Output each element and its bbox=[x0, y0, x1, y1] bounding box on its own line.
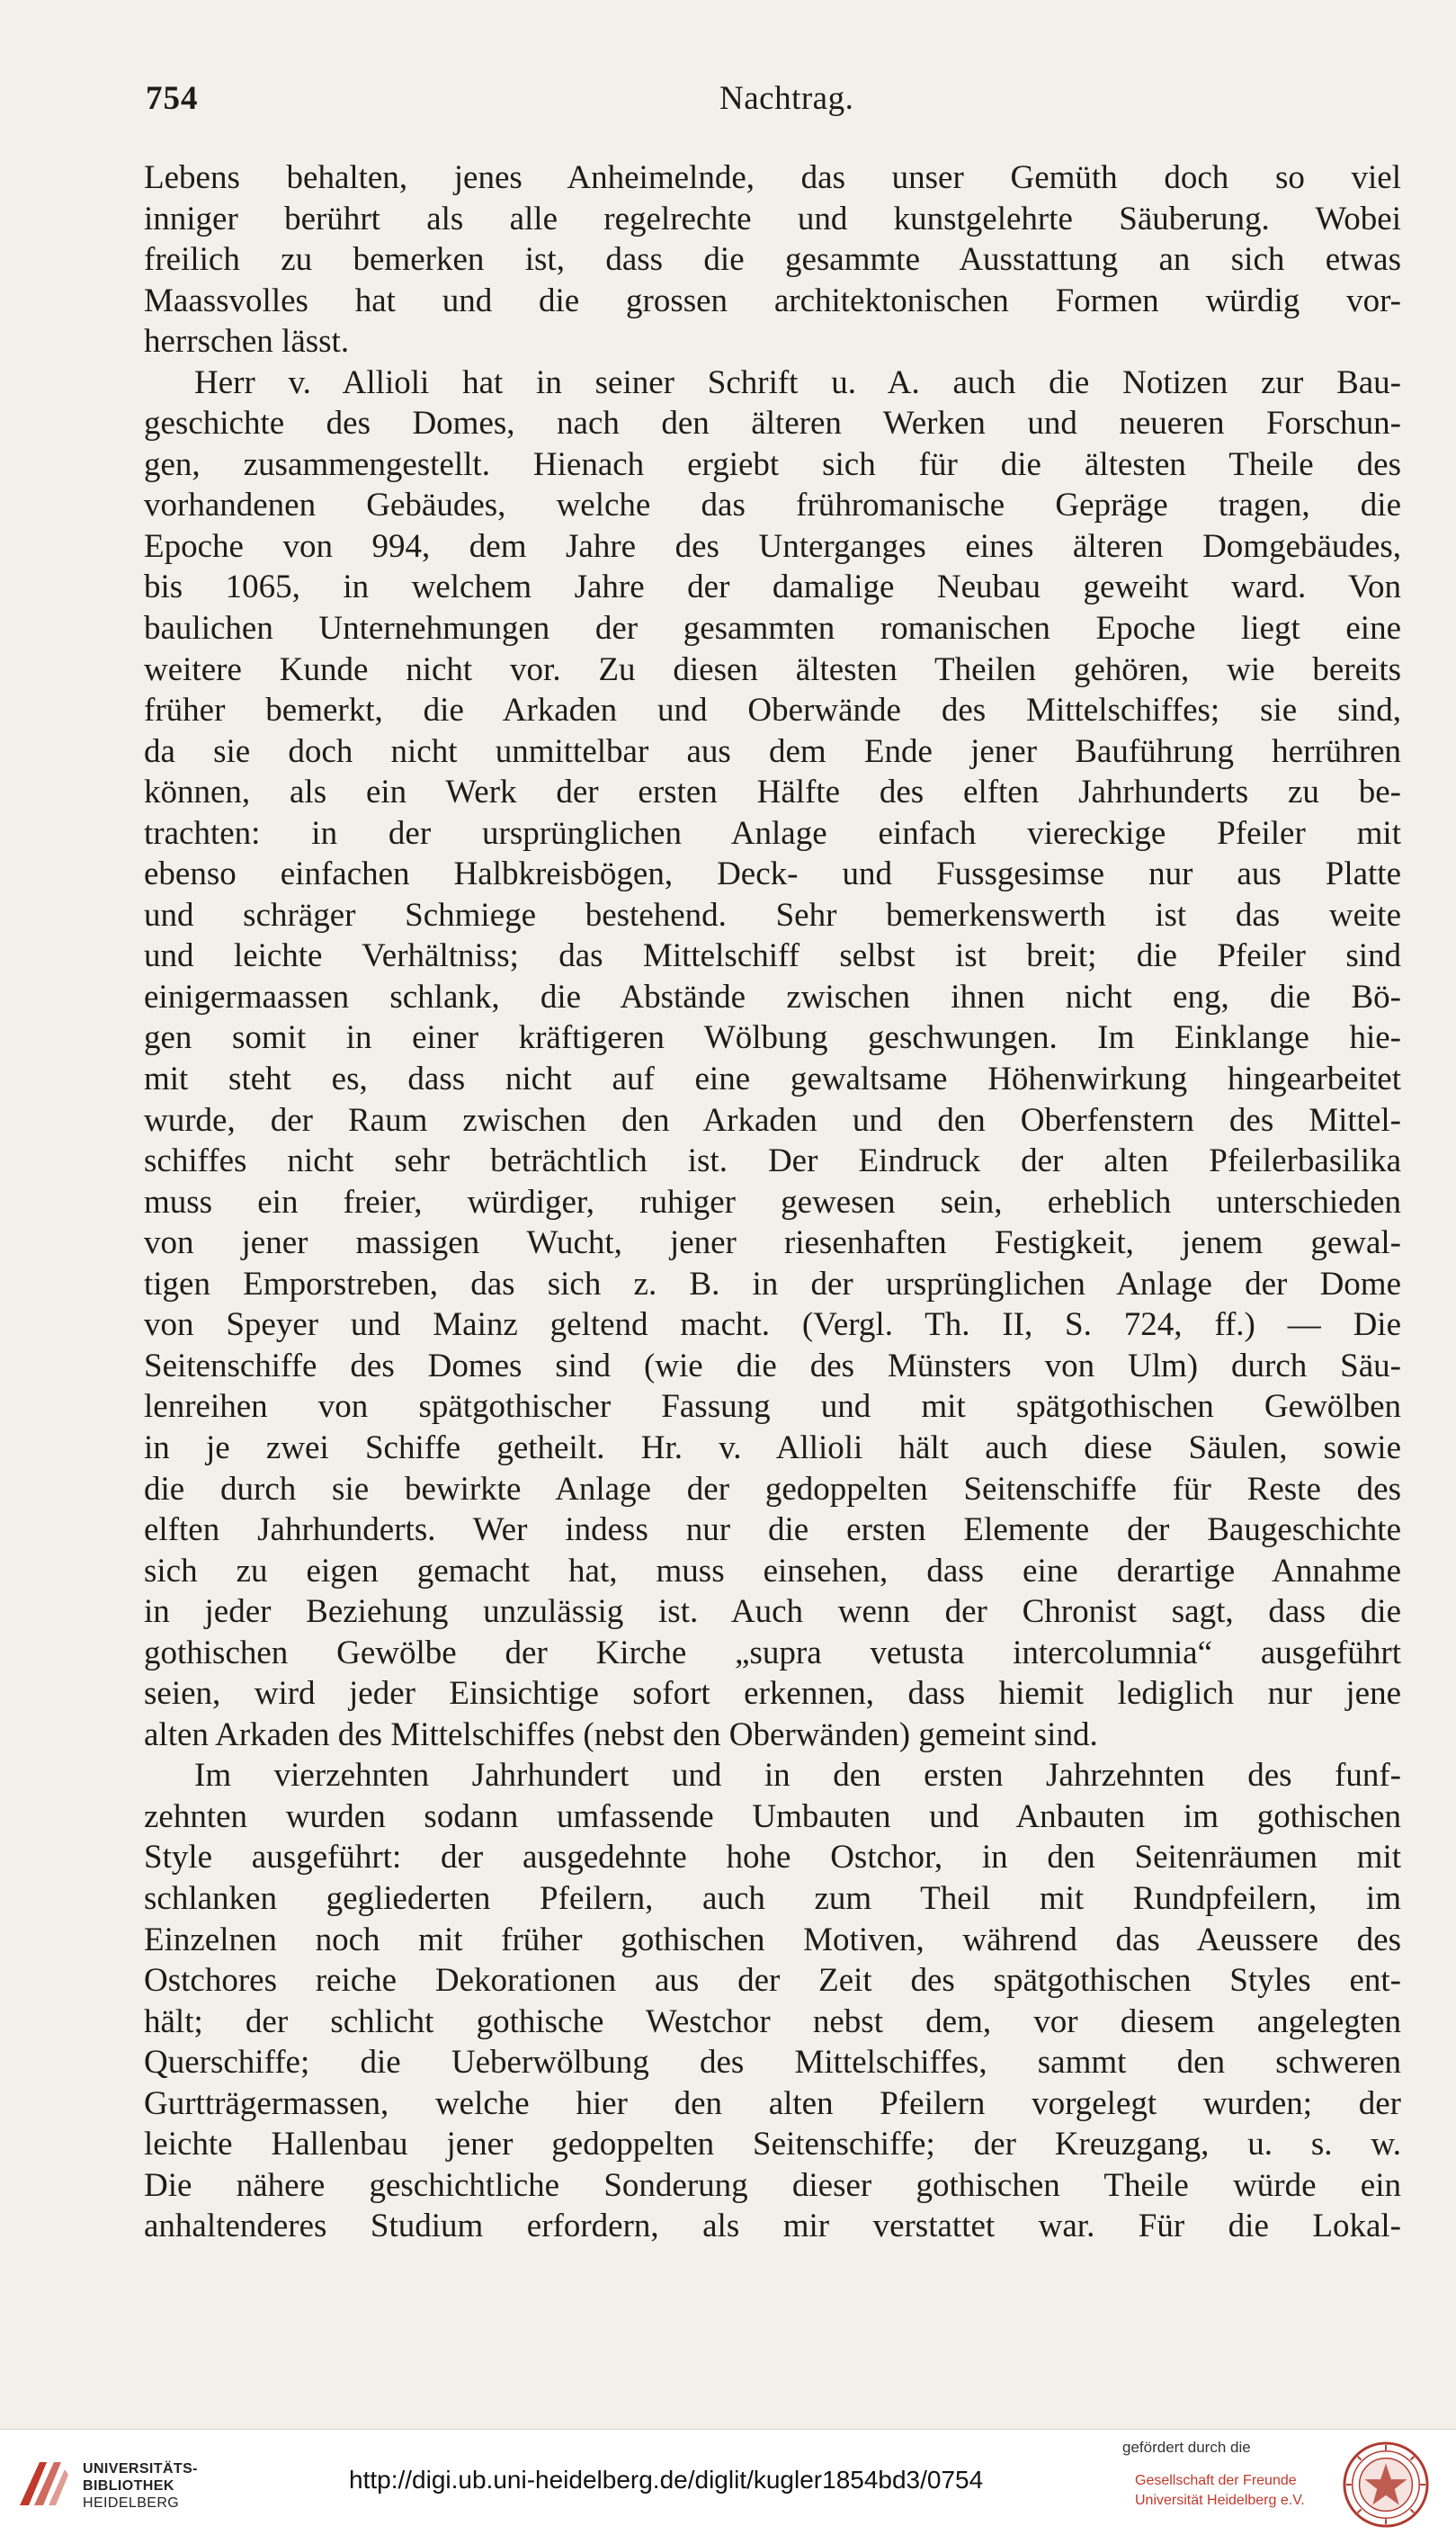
text-line: lenreihen von spätgothischer Fassung und mit spätgothischen Gewölben bbox=[144, 1388, 1401, 1426]
text-line: sich zu eigen gemacht hat, muss einsehen, dass eine derartige Annahme bbox=[144, 1552, 1401, 1590]
permalink-url[interactable]: http://digi.ub.uni-heidelberg.de/diglit/kugler1854bd3/0754 bbox=[349, 2466, 984, 2494]
text-line: mit steht es, dass nicht auf eine gewaltsame Höhenwirkung hingearbeitet bbox=[144, 1061, 1401, 1098]
text-line: geschichte des Domes, nach den älteren Werken und neueren Forschun- bbox=[144, 405, 1401, 443]
text-line: schlanken gegliederten Pfeilern, auch zum Theil mit Rundpfeilern, im bbox=[144, 1879, 1401, 1917]
page-header bbox=[146, 79, 1405, 133]
library-name-line: BIBLIOTHEK bbox=[83, 2478, 174, 2494]
text-line: einigermaassen schlank, die Abstände zwischen ihnen nicht eng, die Bö- bbox=[144, 978, 1401, 1016]
university-seal-icon bbox=[1342, 2441, 1430, 2529]
text-line: vorhandenen Gebäudes, welche das frühromanische Gepräge tragen, die bbox=[144, 487, 1401, 524]
text-line: alten Arkaden des Mittelschiffes (nebst den Oberwänden) gemeint sind. bbox=[144, 1715, 1098, 1753]
library-logo-icon bbox=[13, 2453, 74, 2514]
text-line: gen somit in einer kräftigeren Wölbung geschwungen. Im Einklange hie- bbox=[144, 1019, 1401, 1057]
text-line: die durch sie bewirkte Anlage der gedoppelten Seitenschiffe für Reste des bbox=[144, 1470, 1401, 1508]
text-line: und schräger Schmiege bestehend. Sehr bemerkenswerth ist das weite bbox=[144, 896, 1401, 934]
text-line: früher bemerkt, die Arkaden und Oberwände des Mittelschiffes; sie sind, bbox=[144, 692, 1401, 730]
library-name-line: HEIDELBERG bbox=[83, 2495, 180, 2511]
text-line: von Speyer und Mainz geltend macht. (Vergl. Th. II, S. 724, ff.) — Die bbox=[144, 1306, 1401, 1344]
text-line: herrschen lässt. bbox=[144, 323, 350, 361]
text-line: muss ein freier, würdiger, ruhiger gewesen sein, erheblich unterschieden bbox=[144, 1183, 1401, 1221]
text-line: Herr v. Allioli hat in seiner Schrift u. A. auch die Notizen zur Bau- bbox=[194, 363, 1401, 401]
text-line: wurde, der Raum zwischen den Arkaden und den Oberfenstern des Mittel- bbox=[144, 1101, 1401, 1139]
text-line: leichte Hallenbau jener gedoppelten Seitenschiffe; der Kreuzgang, u. s. w. bbox=[144, 2126, 1401, 2163]
text-line: weitere Kunde nicht vor. Zu diesen ältesten Theilen gehören, wie bereits bbox=[144, 650, 1401, 688]
body-text bbox=[144, 157, 1401, 2247]
sponsor-name-line: Universität Heidelberg e.V. bbox=[1135, 2493, 1305, 2508]
text-line: Die nähere geschichtliche Sonderung dieser gothischen Theile würde ein bbox=[144, 2166, 1401, 2204]
text-line: da sie doch nicht unmittelbar aus dem Ende jener Bauführung herrühren bbox=[144, 732, 1401, 770]
text-line: können, als ein Werk der ersten Hälfte des elften Jahrhunderts zu be- bbox=[144, 774, 1401, 811]
text-line: Lebens behalten, jenes Anheimelnde, das unser Gemüth doch so viel bbox=[144, 159, 1401, 196]
library-name bbox=[83, 2460, 198, 2512]
text-line: Einzelnen noch mit früher gothischen Motiven, während das Aeussere des bbox=[144, 1921, 1401, 1958]
text-line: seien, wird jeder Einsichtige sofort erkennen, dass hiemit lediglich nur jene bbox=[144, 1675, 1401, 1713]
text-line: in jeder Beziehung unzulässig ist. Auch wenn der Chronist sagt, dass die bbox=[144, 1593, 1401, 1631]
text-line: Style ausgeführt: der ausgedehnte hohe Ostchor, in den Seitenräumen mit bbox=[144, 1839, 1401, 1877]
text-line: tigen Emporstreben, das sich z. B. in der ursprünglichen Anlage der Dome bbox=[144, 1265, 1401, 1303]
text-line: Ostchores reiche Dekorationen aus der Zeit des spätgothischen Styles ent- bbox=[144, 1962, 1401, 2000]
text-line: ebenso einfachen Halbkreisbögen, Deck- und Fussgesimse nur aus Platte bbox=[144, 855, 1401, 893]
sponsor-label: gefördert durch die bbox=[1122, 2439, 1251, 2456]
text-line: von jener massigen Wucht, jener riesenhaften Festigkeit, jenem gewal- bbox=[144, 1224, 1401, 1262]
text-line: bis 1065, in welchem Jahre der damalige Neubau geweiht ward. Von bbox=[144, 569, 1401, 606]
text-line: zehnten wurden sodann umfassende Umbauten und Anbauten im gothischen bbox=[144, 1797, 1401, 1835]
text-line: baulichen Unternehmungen der gesammten romanischen Epoche liegt eine bbox=[144, 610, 1401, 648]
text-line: anhaltenderes Studium erfordern, als mir verstattet war. Für die Lokal- bbox=[144, 2208, 1401, 2245]
sponsor-name-line: Gesellschaft der Freunde bbox=[1135, 2473, 1297, 2488]
text-line: inniger berührt als alle regelrechte und kunstgelehrte Säuberung. Wobei bbox=[144, 200, 1401, 237]
text-line: Epoche von 994, dem Jahre des Unterganges eines älteren Domgebäudes, bbox=[144, 527, 1401, 565]
running-head: Nachtrag. bbox=[719, 80, 854, 117]
footer-bar bbox=[0, 2429, 1456, 2535]
text-line: und leichte Verhältniss; das Mittelschiff selbst ist breit; die Pfeiler sind bbox=[144, 937, 1401, 975]
text-line: Querschiffe; die Ueberwölbung des Mittelschiffes, sammt den schweren bbox=[144, 2044, 1401, 2082]
text-line: elften Jahrhunderts. Wer indess nur die ersten Elemente der Baugeschichte bbox=[144, 1511, 1401, 1549]
text-line: Seitenschiffe des Domes sind (wie die des Münsters von Ulm) durch Säu- bbox=[144, 1347, 1401, 1384]
text-line: freilich zu bemerken ist, dass die gesammte Ausstattung an sich etwas bbox=[144, 241, 1401, 279]
text-line: in je zwei Schiffe getheilt. Hr. v. Allioli hält auch diese Säulen, sowie bbox=[144, 1429, 1401, 1466]
library-name-line: UNIVERSITÄTS- bbox=[83, 2461, 198, 2477]
text-line: hält; der schlicht gothische Westchor nebst dem, vor diesem angelegten bbox=[144, 2002, 1401, 2040]
text-line: schiffes nicht sehr beträchtlich ist. Der Eindruck der alten Pfeilerbasilika bbox=[144, 1142, 1401, 1180]
sponsor-name bbox=[1135, 2471, 1315, 2511]
text-line: Maassvolles hat und die grossen architektonischen Formen würdig vor- bbox=[144, 282, 1401, 319]
text-line: Gurtträgermassen, welche hier den alten Pfeilern vorgelegt wurden; der bbox=[144, 2084, 1401, 2122]
text-line: trachten: in der ursprünglichen Anlage einfach viereckige Pfeiler mit bbox=[144, 814, 1401, 852]
page-number: 754 bbox=[146, 80, 199, 117]
text-line: gothischen Gewölbe der Kirche „supra vetusta intercolumnia“ ausgeführt bbox=[144, 1634, 1401, 1671]
text-line: gen, zusammengestellt. Hienach ergiebt sich für die ältesten Theile des bbox=[144, 445, 1401, 483]
text-line: Im vierzehnten Jahrhundert und in den ersten Jahrzehnten des funf- bbox=[194, 1757, 1401, 1795]
